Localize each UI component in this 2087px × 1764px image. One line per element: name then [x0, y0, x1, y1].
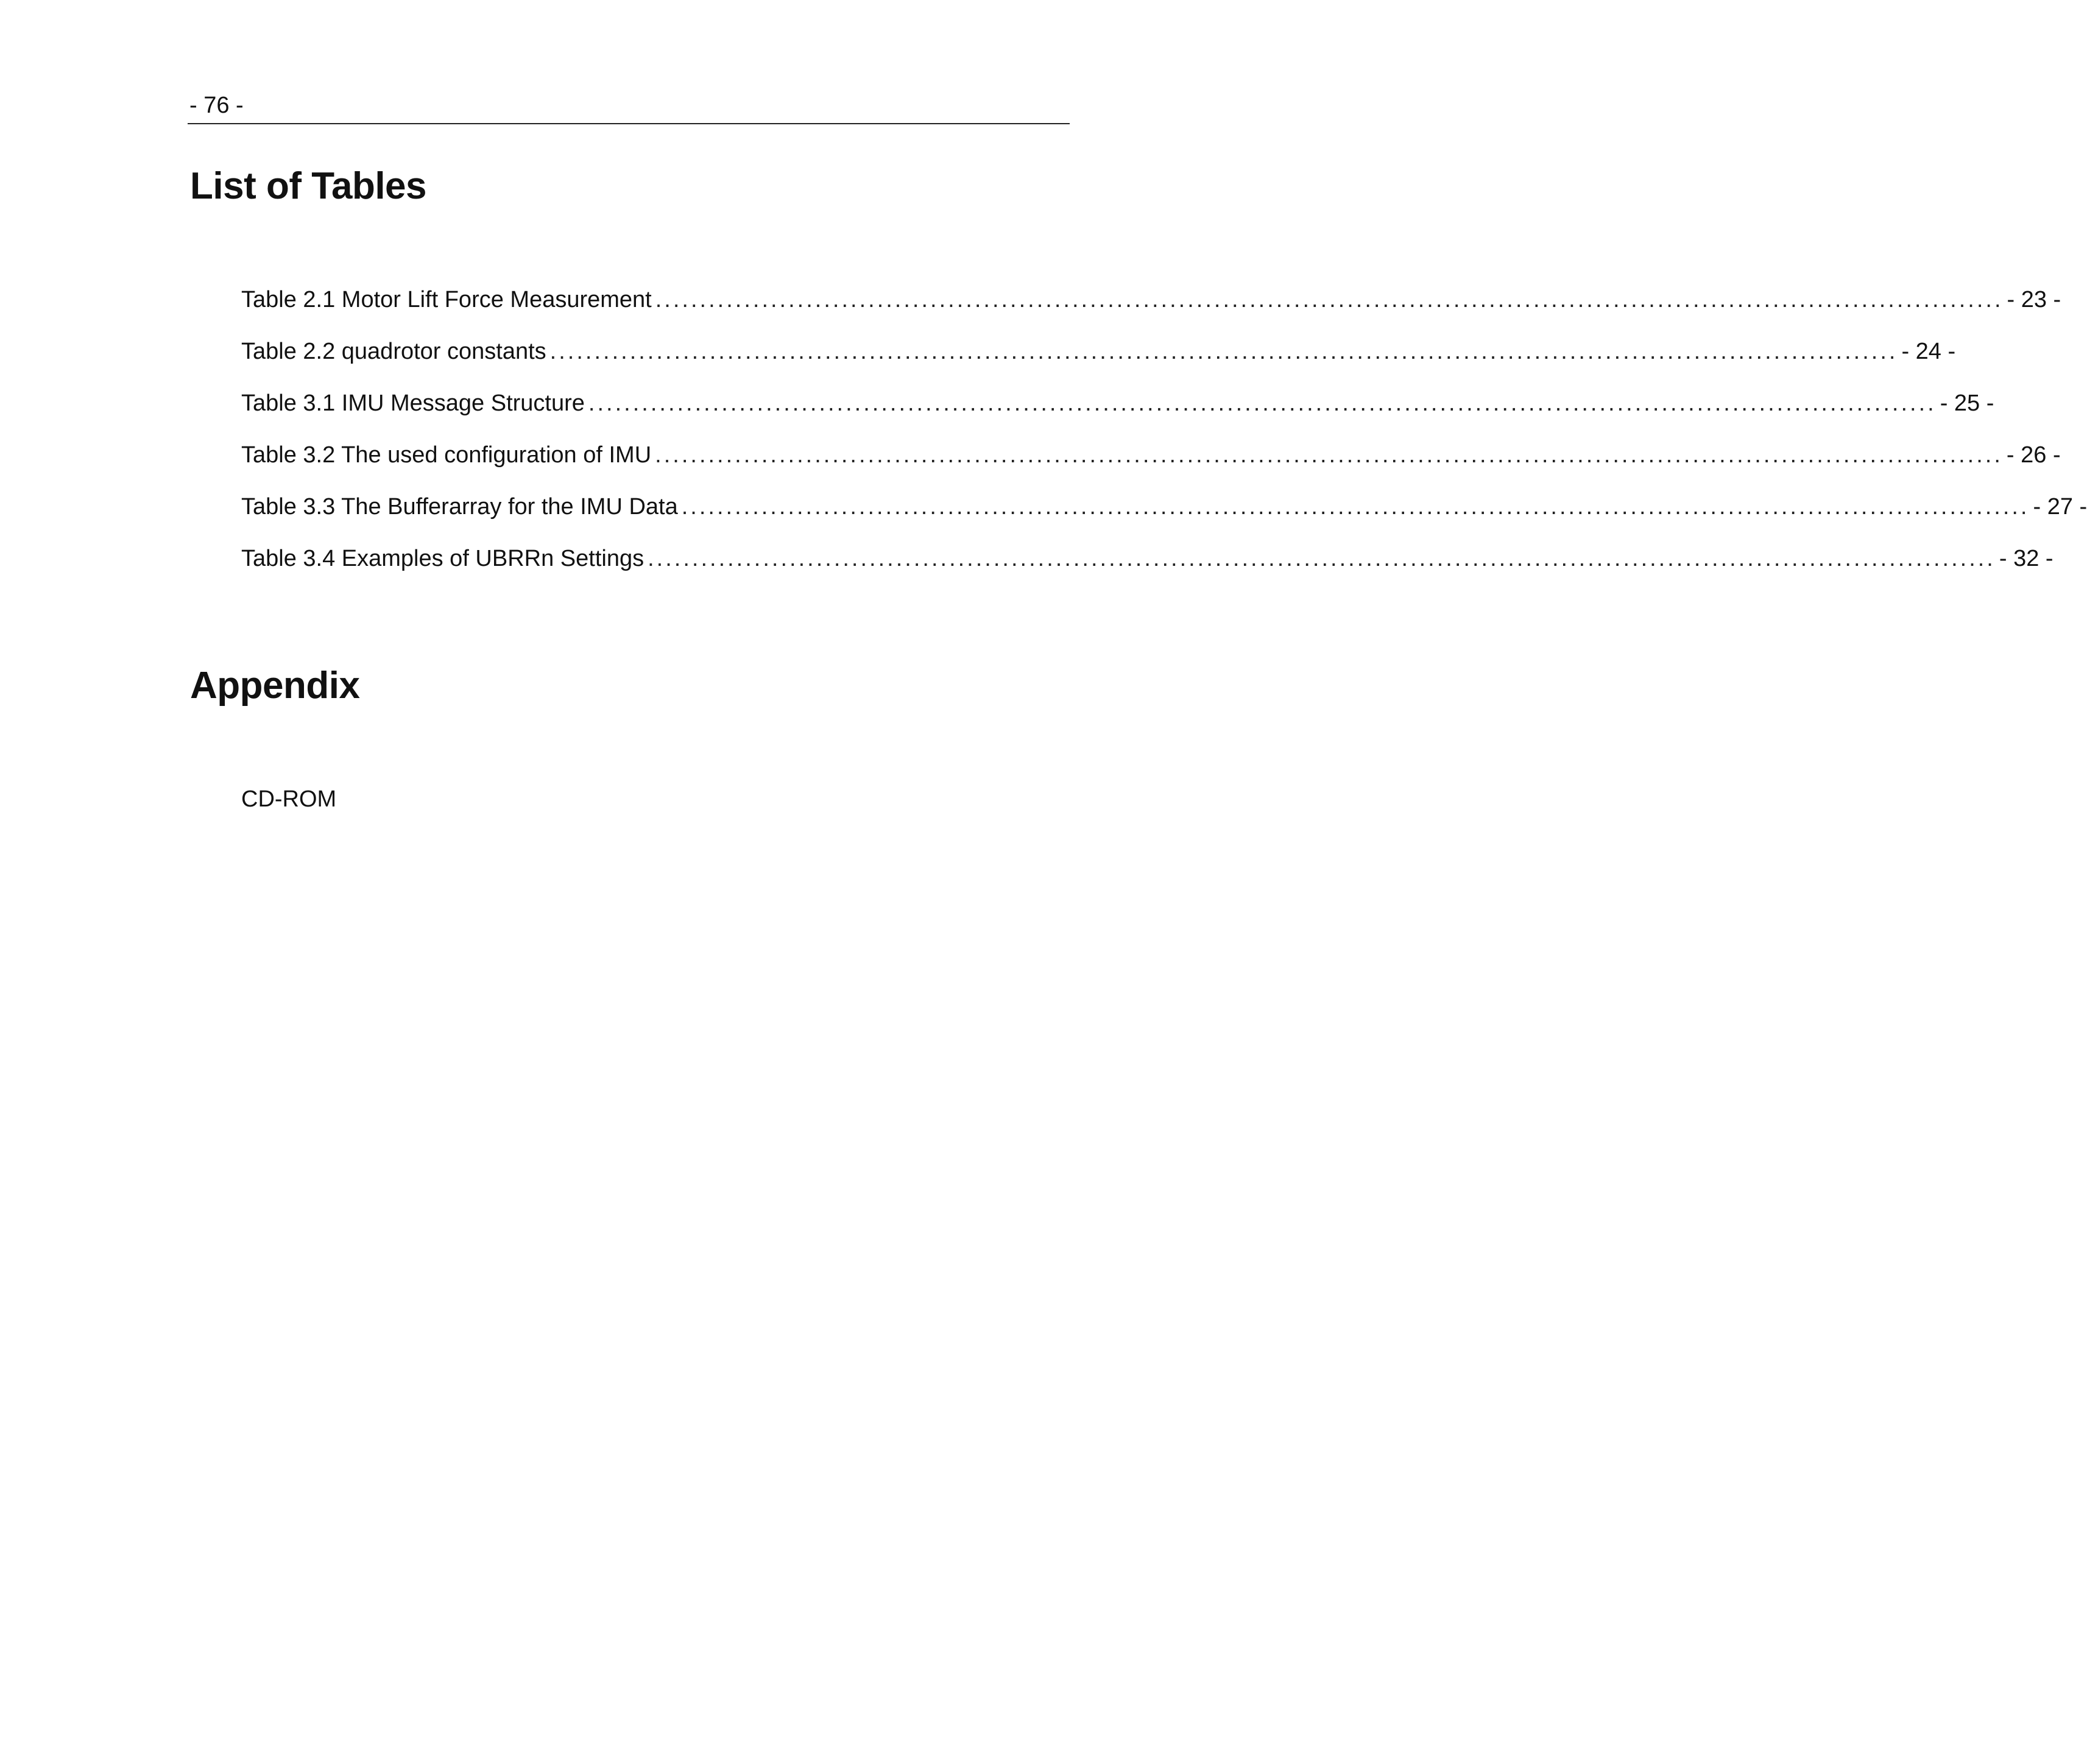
toc-entry-label: Table 2.1 Motor Lift Force Measurement [241, 287, 652, 312]
toc-entry-page: - 25 - [1940, 390, 1994, 416]
toc-entry-label: Table 3.3 The Bufferarray for the IMU Data [241, 494, 678, 520]
appendix-item-cd-rom: CD-ROM [241, 786, 337, 812]
toc-dot-leader: ........................................................................................................................................................ [655, 287, 2004, 312]
toc-entry[interactable] [241, 489, 2087, 540]
toc-entry[interactable] [241, 333, 1956, 385]
appendix-title: Appendix [190, 665, 360, 707]
toc-entry-label: Table 3.2 The used configuration of IMU [241, 442, 652, 468]
toc-dot-leader: ........................................................................................................................................................ [681, 494, 2030, 520]
toc-entry[interactable] [241, 437, 2061, 489]
toc-entry-page: - 26 - [2006, 442, 2061, 468]
toc-dot-leader: ........................................................................................................................................................ [549, 339, 1898, 364]
toc-entry-page: - 23 - [2007, 287, 2061, 312]
toc-entry-label: Table 2.2 quadrotor constants [241, 339, 546, 364]
list-of-tables-title: List of Tables [190, 165, 427, 207]
toc-entry[interactable] [241, 385, 1994, 437]
page-header [188, 91, 1070, 124]
toc-entry-page: - 32 - [1999, 546, 2053, 571]
toc-entry-page: - 27 - [2033, 494, 2087, 520]
page-number: - 76 - [189, 93, 244, 118]
toc-dot-leader: ........................................................................................................................................................ [655, 442, 2003, 468]
toc-dot-leader: ........................................................................................................................................................ [648, 546, 1996, 571]
toc-entry-label: Table 3.1 IMU Message Structure [241, 390, 585, 416]
toc-entry-label: Table 3.4 Examples of UBRRn Settings [241, 546, 644, 571]
list-of-tables [241, 281, 2087, 592]
toc-entry[interactable] [241, 540, 2053, 592]
toc-entry[interactable] [241, 281, 2061, 333]
toc-entry-page: - 24 - [1901, 339, 1956, 364]
toc-dot-leader: ........................................................................................................................................................ [588, 390, 1937, 416]
